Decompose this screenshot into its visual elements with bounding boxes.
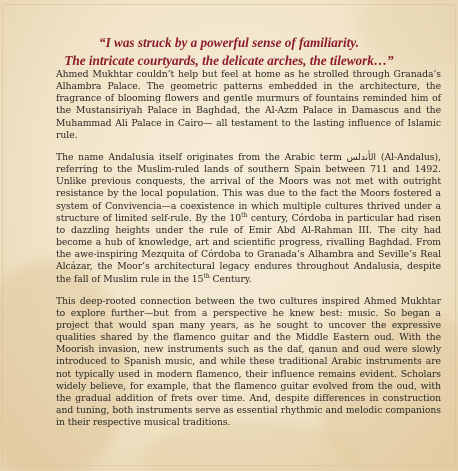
paragraph-2-text-b: (Al-Andalus), referring to the Muslim-ruled lands of southern Spain between 711 and 1492. Unlike previous conquests, the arrival of the Moors was not met with outright resistance by the local population. This was due to the fact the Moors fostered a system of Convivencia—a coexistence in which multiple cultures thrived under a structure of limited self-rule. By the 10 xyxy=(56,151,441,224)
pull-quote-line-2: The intricate courtyards, the delicate arches, the tilework…” xyxy=(64,53,394,68)
paragraph-2-text-d: Century. xyxy=(209,273,252,285)
paragraph-2-text-a: The name Andalusia itself originates from the Arabic term xyxy=(56,151,347,163)
article-body xyxy=(56,69,441,439)
paragraph-2 xyxy=(56,152,441,286)
ordinal-suffix: th xyxy=(203,272,210,280)
paragraph-2-text-c: century, Córdoba in particular had risen to dazzling heights under the rule of Emir Abd Al-Rahman III. The city had become a hub of knowledge, art and scientific progress, rivalling Baghdad. From the awe-inspiring Mezquita of Córdoba to Granada’s Alhambra and Seville’s Real Alcázar, the Moor’s architectural legacy endures throughout Andalusia, despite the fall of Muslim rule in the 15 xyxy=(56,212,442,285)
paragraph-3: This deep-rooted connection between the two cultures inspired Ahmed Mukhtar to explore further—but from a perspective he knew best: music. So began a project that would span many years, as he sought to uncover the expressive qualities shared by the flamenco guitar and the Middle Eastern oud. With the Moorish invasion, new instruments such as the daf, qanun and oud were slowly introduced to Spanish music, and while these traditional Arabic instruments are not typically used in modern flamenco, their influence remains evident. Scholars widely believe, for example, that the flamenco guitar evolved from the oud, with the gradual addition of frets over time. And, despite differences in construction and tuning, both instruments serve as essential rhythmic and melodic companions in their respective musical traditions. xyxy=(56,295,441,429)
ordinal-suffix: th xyxy=(241,211,248,219)
arabic-term: الأندلس xyxy=(346,152,377,163)
pull-quote xyxy=(20,34,438,70)
paragraph-1: Ahmed Mukhtar couldn’t help but feel at home as he strolled through Granada’s Alhambra Palace. The geometric patterns embedded in the architecture, the fragrance of blooming flowers and gentle murmurs of fountains reminded him of the Mustansiriyah Palace in Baghdad, the Al-Azm Palace in Damascus and the Muhammad Ali Palace in Cairo— all testament to the lasting influence of Islamic rule. xyxy=(56,69,441,141)
pull-quote-line-1: “I was struck by a powerful sense of familiarity. xyxy=(99,35,359,50)
